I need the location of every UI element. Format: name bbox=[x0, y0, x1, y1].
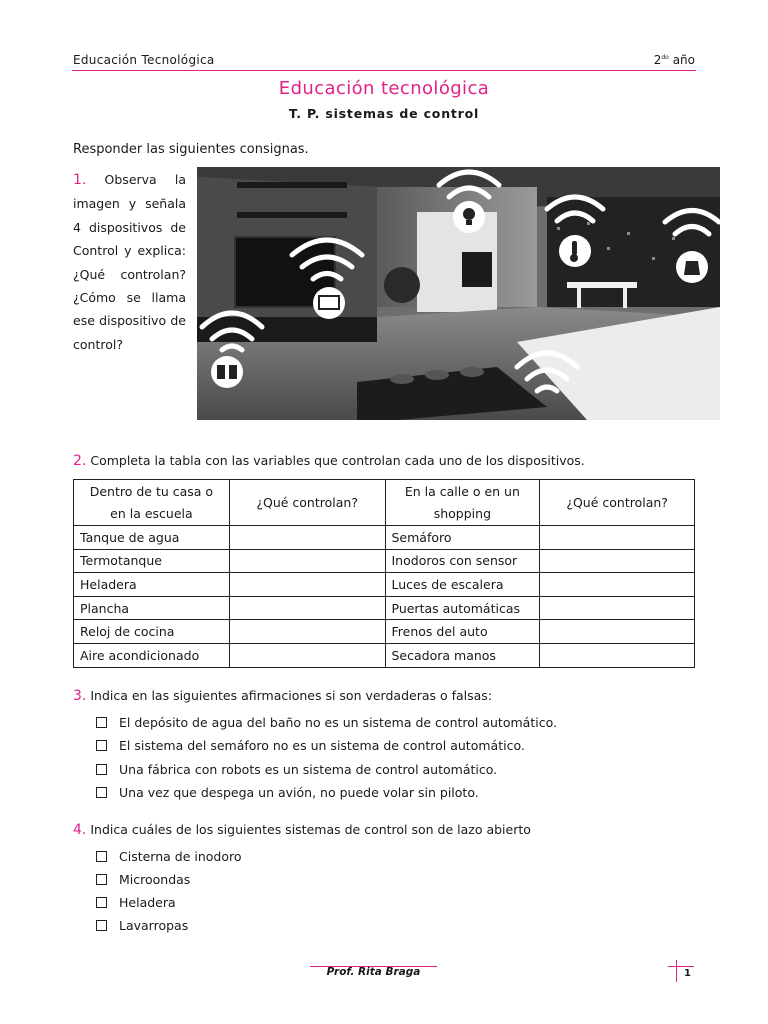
checkbox-option[interactable] bbox=[96, 872, 190, 887]
answer-cell[interactable] bbox=[540, 526, 695, 550]
answer-cell[interactable] bbox=[540, 643, 695, 667]
table-header: En la calle o en un shopping bbox=[385, 480, 540, 526]
answer-cell[interactable] bbox=[540, 620, 695, 644]
question-4 bbox=[73, 822, 531, 838]
table-cell: Reloj de cocina bbox=[74, 620, 230, 644]
table-cell: Tanque de agua bbox=[74, 526, 230, 550]
header-divider bbox=[72, 70, 696, 71]
table-row bbox=[74, 549, 695, 573]
table-cell: Luces de escalera bbox=[385, 573, 540, 597]
checkbox-icon[interactable] bbox=[96, 920, 107, 931]
table-cell: Heladera bbox=[74, 573, 230, 597]
question-2 bbox=[73, 453, 585, 469]
table-cell: Termotanque bbox=[74, 549, 230, 573]
table-header-row bbox=[74, 480, 695, 526]
question-number: 3. bbox=[73, 688, 87, 704]
question-number: 4. bbox=[73, 822, 87, 838]
question-text: Indica en las siguientes afirmaciones si son verdaderas o falsas: bbox=[90, 688, 493, 703]
checkbox-option[interactable] bbox=[96, 738, 525, 753]
table-header: ¿Qué controlan? bbox=[540, 480, 695, 526]
option-label: Lavarropas bbox=[119, 918, 189, 933]
bulb-icon bbox=[453, 201, 485, 233]
smart-home-photo bbox=[197, 167, 720, 420]
page-subtitle: T. P. sistemas de control bbox=[288, 106, 480, 121]
checkbox-option[interactable] bbox=[96, 918, 188, 933]
table-cell: Inodoros con sensor bbox=[385, 549, 540, 573]
checkbox-option[interactable] bbox=[96, 849, 242, 864]
page-marker-line bbox=[676, 960, 677, 982]
page-marker-line bbox=[668, 966, 694, 967]
answer-cell[interactable] bbox=[540, 573, 695, 597]
option-label: El sistema del semáforo no es un sistema de control automático. bbox=[119, 738, 525, 753]
footer-author: Prof. Rita Braga bbox=[326, 966, 421, 978]
table-cell: Puertas automáticas bbox=[385, 596, 540, 620]
checkbox-icon[interactable] bbox=[96, 717, 107, 728]
table-row bbox=[74, 643, 695, 667]
checkbox-icon[interactable] bbox=[96, 874, 107, 885]
table-cell: Aire acondicionado bbox=[74, 643, 230, 667]
answer-cell[interactable] bbox=[540, 549, 695, 573]
table-row bbox=[74, 620, 695, 644]
table-cell: Semáforo bbox=[385, 526, 540, 550]
question-3 bbox=[73, 688, 492, 704]
answer-cell[interactable] bbox=[229, 620, 385, 644]
devices-table bbox=[73, 479, 695, 668]
question-number: 1. bbox=[73, 172, 87, 188]
checkbox-icon[interactable] bbox=[96, 764, 107, 775]
page-title: Educación tecnológica bbox=[278, 78, 490, 99]
option-label: El depósito de agua del baño no es un sistema de control automático. bbox=[119, 715, 557, 730]
table-header: ¿Qué controlan? bbox=[229, 480, 385, 526]
question-text: Completa la tabla con las variables que controlan cada uno de los dispositivos. bbox=[90, 453, 585, 468]
answer-cell[interactable] bbox=[229, 526, 385, 550]
thermometer-icon bbox=[559, 235, 591, 267]
table-row bbox=[74, 573, 695, 597]
checkbox-icon[interactable] bbox=[96, 740, 107, 751]
table-header: Dentro de tu casa o en la escuela bbox=[74, 480, 230, 526]
option-label: Microondas bbox=[119, 872, 191, 887]
table-row bbox=[74, 526, 695, 550]
question-text: Observa la imagen y señala 4 dispositivos de Control y explica: ¿Qué controlan? ¿Cómo se llama ese dispositivo de control? bbox=[73, 172, 186, 352]
instructions: Responder las siguientes consignas. bbox=[73, 142, 309, 157]
table-cell: Secadora manos bbox=[385, 643, 540, 667]
option-label: Una fábrica con robots es un sistema de control automático. bbox=[119, 762, 498, 777]
checkbox-icon[interactable] bbox=[96, 851, 107, 862]
checkbox-icon[interactable] bbox=[96, 787, 107, 798]
header-subject: Educación Tecnológica bbox=[73, 53, 215, 67]
checkbox-option[interactable] bbox=[96, 715, 557, 730]
speaker-icon bbox=[211, 356, 243, 388]
answer-cell[interactable] bbox=[229, 549, 385, 573]
option-label: Heladera bbox=[119, 895, 176, 910]
answer-cell[interactable] bbox=[229, 643, 385, 667]
page-number: 1 bbox=[684, 968, 691, 979]
table-row bbox=[74, 596, 695, 620]
question-1 bbox=[73, 168, 186, 356]
header-year: $2^{do}$ año bbox=[653, 53, 695, 67]
checkbox-option[interactable] bbox=[96, 895, 176, 910]
kettle-icon bbox=[676, 251, 708, 283]
table-cell: Plancha bbox=[74, 596, 230, 620]
checkbox-option[interactable] bbox=[96, 785, 479, 800]
question-text: Indica cuáles de los siguientes sistemas de control son de lazo abierto bbox=[90, 822, 531, 837]
tv-icon bbox=[313, 287, 345, 319]
checkbox-option[interactable] bbox=[96, 762, 497, 777]
answer-cell[interactable] bbox=[229, 573, 385, 597]
checkbox-icon[interactable] bbox=[96, 897, 107, 908]
table-cell: Frenos del auto bbox=[385, 620, 540, 644]
answer-cell[interactable] bbox=[229, 596, 385, 620]
answer-cell[interactable] bbox=[540, 596, 695, 620]
option-label: Una vez que despega un avión, no puede volar sin piloto. bbox=[119, 785, 479, 800]
question-number: 2. bbox=[73, 453, 87, 469]
option-label: Cisterna de inodoro bbox=[119, 849, 242, 864]
